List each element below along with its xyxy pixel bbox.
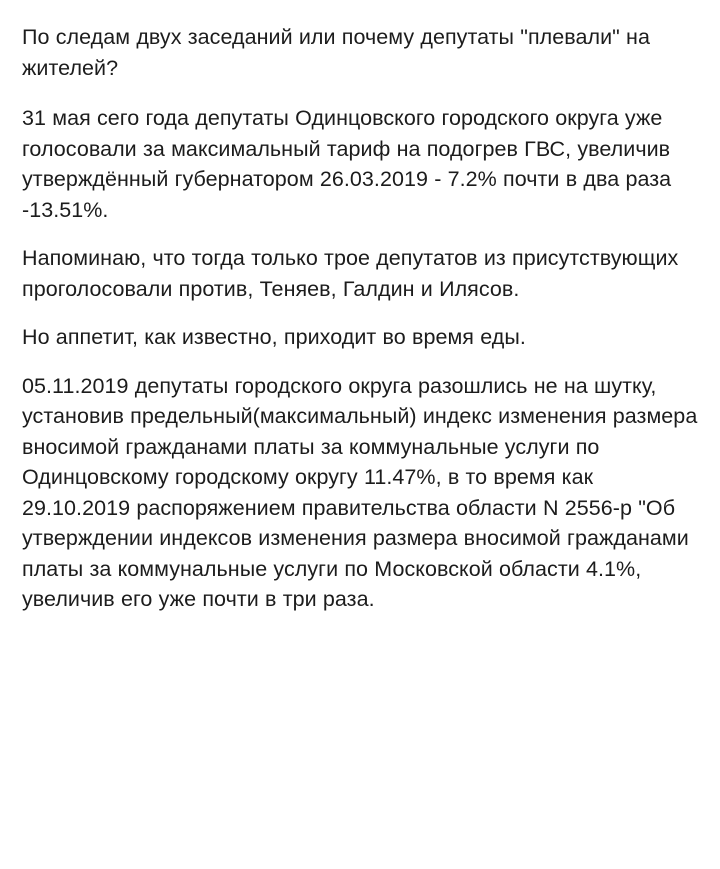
article-paragraph-4: 05.11.2019 депутаты городского округа разошлись не на шутку, установив предельный(максимальный) индекс изменения размера вносимой гражданами платы за коммунальные услуги по Одинцовскому городскому округу 11.47%, в то время как 29.10.2019 распоряжением правительства области N 2556-р "Об утверждении индексов изменения размера вносимой гражданами платы за коммунальные услуги по Московской области 4.1%, увеличив его уже почти в три раза. [22, 373, 698, 612]
article-paragraph-1: 31 мая сего года депутаты Одинцовского городского округа уже голосовали за максимальный тариф на подогрев ГВС, увеличив утверждённый губернатором 26.03.2019 - 7.2% почти в два раза -13.51%. [22, 106, 672, 222]
article-title: По следам двух заседаний или почему депутаты "плевали" на жителей? [22, 25, 650, 80]
article-paragraph-3: Но аппетит, как известно, приходит во время еды. [22, 325, 526, 350]
article-paragraph-2: Напоминаю, что тогда только трое депутатов из присутствующих проголосовали против, Теняев, Галдин и Илясов. [22, 246, 679, 301]
